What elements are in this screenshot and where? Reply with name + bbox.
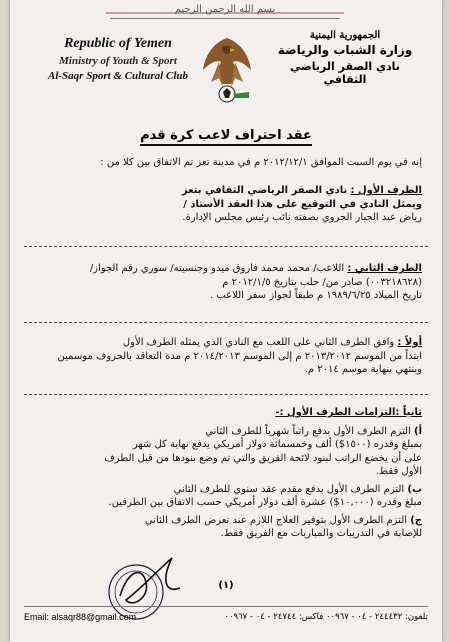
header-ministry-ar: وزارة الشباب والرياضة [277,43,413,57]
obligation-line: على أن يخضع الراتب لبنود لائحة الفريق والتي تم وضع بنودها من قبل الطرف [104,452,422,464]
party-one-line3: رياض عبد الجبار الحروي بصفته نائب رئيس مجلس الإدارة. [182,212,422,223]
second-clause-label: ثانياً :التزامات الطرف الأول :- [275,407,422,418]
obligation-c [30,514,422,541]
second-clause [30,406,422,545]
obligation-marker: ب) [407,483,422,495]
party-one-name: نادي الصقر الرياضي الثقافي بتعز [181,185,348,196]
header-club: Al-Saqr Sport & Cultural Club [48,70,188,82]
footer-email: Email: alsaqr88@gmail.com [24,612,137,622]
obligation-b [30,483,422,510]
first-clause-line3: وينتهي بنهاية موسم ٢٠١٤ م. [304,364,422,375]
falcon-emblem-icon [197,32,257,104]
footer-phone: تلفون: ٢٤٤٤٣٢ - ٠٤ - ٠٠٩٦٧ فاكس: ٢٤٧٤٤ - ٠٤ - ٠٠٩٦٧ [224,612,428,622]
divider-1 [24,246,428,247]
footer [24,606,428,627]
obligation-marker: أ) [414,425,422,437]
document-title-text: عقد احتراف لاعب كرة قدم [140,128,312,146]
first-clause [30,336,422,377]
party-one-line2: ويمثل النادي في التوقيع على هذا العقد الأستاذ / [183,198,422,210]
obligation-line: التزم الطرف الأول بدفع راتباً شهرياً للطرف الثاني [205,425,411,437]
party-two-line3: تاريخ الميلاد ١٩٨٩/٦/٢٥ م طبقاً لجواز سفر اللاعب . [210,290,422,301]
header-arabic [270,30,420,86]
header-ministry: Ministry of Youth & Sport [59,55,177,67]
obligation-marker: ج) [410,514,422,526]
bismillah-text: بسم الله الرحمن الرحيم [174,3,276,15]
obligation-line: التزم الطرف الأول بدفع مقدم عقد سنوي للطرف الثاني [173,483,405,495]
party-two-label: الطرف الثاني : [347,263,422,274]
obligation-line: مبلغ وقدره (١٠,٠٠٠$) عشرة ألف دولار أمريكي حسب الاتفاق بين الطرفين. [108,497,422,508]
obligation-line: للإصابة في التدريبات والمباريات مع الفريق فقط. [220,528,422,539]
top-band [110,0,340,19]
first-clause-line1: وافق الطرف الثاني على اللعب مع النادي الذي يمثله الطرف الأول [122,337,395,348]
divider-2 [24,322,428,323]
intro-paragraph: إنه في يوم السبت الموافق ٢٠١٢/١٢/١ م في مدينة تعز تم الاتفاق بين كلا من : [100,157,422,168]
page-number: (١) [218,580,234,591]
party-one-section [30,184,422,225]
document-page [10,0,442,642]
obligation-line: التزم الطرف الأول بتوفير العلاج اللازم عند تعرض الطرف الثاني [144,514,408,526]
divider-3 [24,394,428,395]
header-club-ar: نادي الصقر الرياضي الثقافي [290,60,400,86]
obligation-a [30,425,422,479]
header-english [38,36,198,82]
header-country: Republic of Yemen [64,36,172,51]
party-one-label: الطرف الأول : [350,185,422,196]
header-country-ar: الجمهورية اليمنية [309,30,381,41]
obligation-line: الأول فقط. [375,466,422,477]
party-two-line2: (٠٠٣٢١٨٦٢٨) صادر من/ حلب بتاريخ ٢٠١٢/١/٥ م [222,276,422,288]
first-clause-label: أولاً : [397,337,422,348]
first-clause-line2: ابتداً من الموسم ٢٠١٣/٢٠١٢ م إلى الموسم ٢٠١٤/٢٠١٣ م مدة التعاقد بالحروف موسمين [57,350,422,362]
party-two-line1: اللاعب/ محمد محمد فاروق ميدو وجنسيته/ سوري رقم الجواز/ [89,263,345,274]
document-title [10,128,442,143]
party-two-section [30,262,422,303]
obligation-line: بمبلغ وقدره (١٥٠٠$) ألف وخمسمائة دولار أمريكي يدفع نهاية كل شهر [132,439,422,450]
